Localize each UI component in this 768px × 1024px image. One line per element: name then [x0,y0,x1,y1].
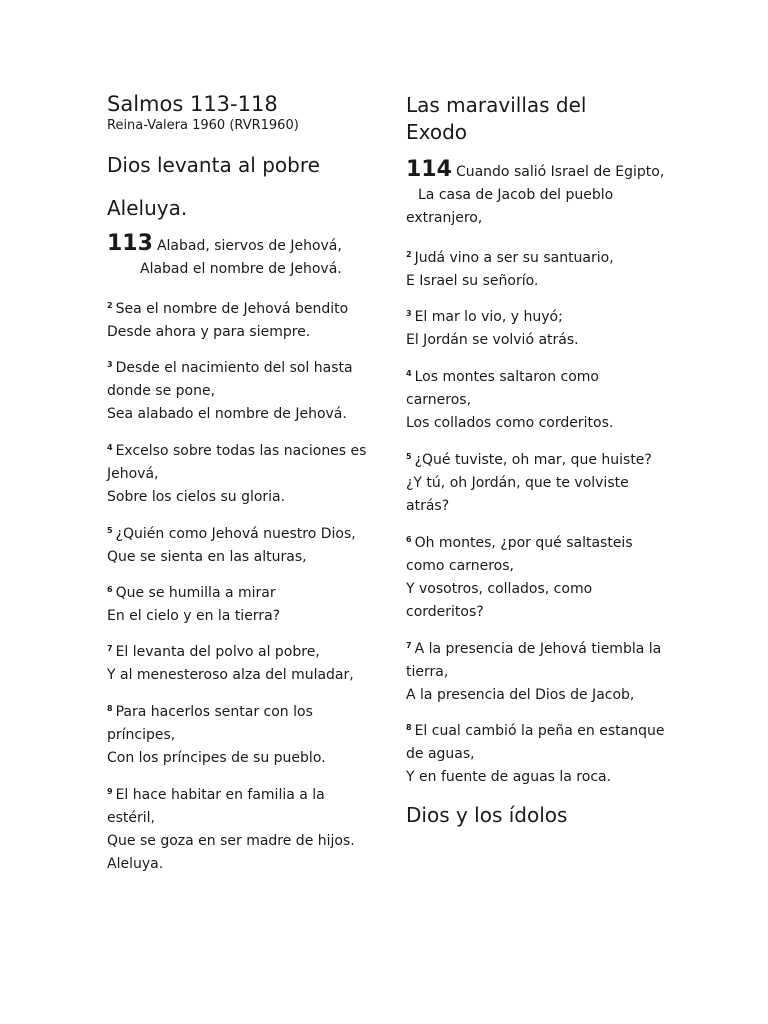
verse-line: Judá vino a ser su santuario, [414,250,614,266]
verse-line: príncipes, [107,727,176,743]
verse-line: ¿Qué tuviste, oh mar, que huiste? [414,452,652,468]
verse-line: extranjero, [406,210,483,226]
chapter-number-113: 113 [107,231,153,256]
verse-line: Los collados como corderitos. [406,415,614,431]
book-title: Salmos 113-118 [107,92,278,116]
verse-113-9 [107,780,377,876]
verse-number: 2 [107,301,113,310]
verse-line: Sea alabado el nombre de Jehová. [107,406,347,422]
verse-113-5 [107,519,377,569]
verse-number: 3 [107,360,113,369]
verse-113-8 [107,697,377,770]
verse-line: Y al menesteroso alza del muladar, [107,667,354,683]
verse-number: 4 [107,443,113,452]
verse-113-4 [107,436,377,509]
verse-114-1 [406,158,676,230]
verse-line: Con los príncipes de su pueblo. [107,750,326,766]
verse-line: ¿Y tú, oh Jordán, que te volviste [406,475,629,491]
section-heading-dios-levanta: Dios levanta al pobre [107,153,320,177]
heading-line: Exodo [406,120,468,144]
verse-number: 9 [107,787,113,796]
verse-number: 4 [406,369,412,378]
verse-line: estéril, [107,810,155,826]
section-heading-aleluya: Aleluya. [107,196,188,220]
verse-line: A la presencia del Dios de Jacob, [406,687,635,703]
verse-114-7 [406,634,676,707]
verse-line: Jehová, [107,466,159,482]
verse-number: 5 [406,452,412,461]
verse-line: como carneros, [406,558,514,574]
verse-line: Oh montes, ¿por qué saltasteis [414,535,633,551]
verse-line: donde se pone, [107,383,216,399]
verse-number: 6 [406,535,412,544]
verse-line: El mar lo vio, y huyó; [414,309,563,325]
verse-number: 5 [107,526,113,535]
verse-line: E Israel su señorío. [406,273,539,289]
verse-number: 8 [406,723,412,732]
verse-113-1 [107,232,377,281]
heading-line: Las maravillas del [406,93,587,117]
verse-line: Y vosotros, collados, como [406,581,593,597]
verse-114-3 [406,302,676,352]
verse-line: Y en fuente de aguas la roca. [406,769,612,785]
verse-number: 6 [107,585,113,594]
verse-114-6 [406,528,676,624]
verse-line: de aguas, [406,746,475,762]
verse-number: 8 [107,704,113,713]
verse-113-6 [107,578,377,628]
verse-line: Excelso sobre todas las naciones es [115,443,367,459]
verse-114-8 [406,716,676,789]
verse-line: Para hacerlos sentar con los [115,704,313,720]
verse-line: La casa de Jacob del pueblo [418,187,614,203]
verse-114-2 [406,243,676,293]
verse-line: Los montes saltaron como [414,369,599,385]
verse-line: Desde el nacimiento del sol hasta [115,360,353,376]
verse-line: El hace habitar en familia a la [115,787,325,803]
verse-113-3 [107,353,377,426]
verse-line: El cual cambió la peña en estanque [414,723,665,739]
verse-line: El Jordán se volvió atrás. [406,332,579,348]
verse-113-2 [107,294,377,344]
verse-line: Que se sienta en las alturas, [107,549,307,565]
verse-line: Alabad, siervos de Jehová, [156,238,342,254]
chapter-number-114: 114 [406,157,452,182]
verse-line: Alabad el nombre de Jehová. [140,261,342,277]
verse-line: En el cielo y en la tierra? [107,608,281,624]
verse-line: carneros, [406,392,472,408]
verse-114-4 [406,362,676,435]
verse-line: Cuando salió Israel de Egipto, [455,164,665,180]
verse-114-5 [406,445,676,518]
verse-line: Sea el nombre de Jehová bendito [115,301,349,317]
section-heading-maravillas [406,92,587,146]
verse-line: A la presencia de Jehová tiembla la [414,641,662,657]
verse-line: Desde ahora y para siempre. [107,324,311,340]
verse-line: Sobre los cielos su gloria. [107,489,286,505]
verse-line: atrás? [406,498,450,514]
verse-line: Aleluya. [107,856,164,872]
verse-line: ¿Quién como Jehová nuestro Dios, [115,526,356,542]
verse-line: Que se humilla a mirar [115,585,276,601]
verse-line: El levanta del polvo al pobre, [115,644,320,660]
verse-number: 2 [406,250,412,259]
verse-number: 7 [107,644,113,653]
verse-number: 7 [406,641,412,650]
verse-line: Que se goza en ser madre de hijos. [107,833,355,849]
bible-version: Reina-Valera 1960 (RVR1960) [107,118,299,133]
verse-113-7 [107,637,377,687]
section-heading-dios-idolos: Dios y los ídolos [406,803,568,827]
verse-line: corderitos? [406,604,484,620]
verse-number: 3 [406,309,412,318]
verse-line: tierra, [406,664,449,680]
